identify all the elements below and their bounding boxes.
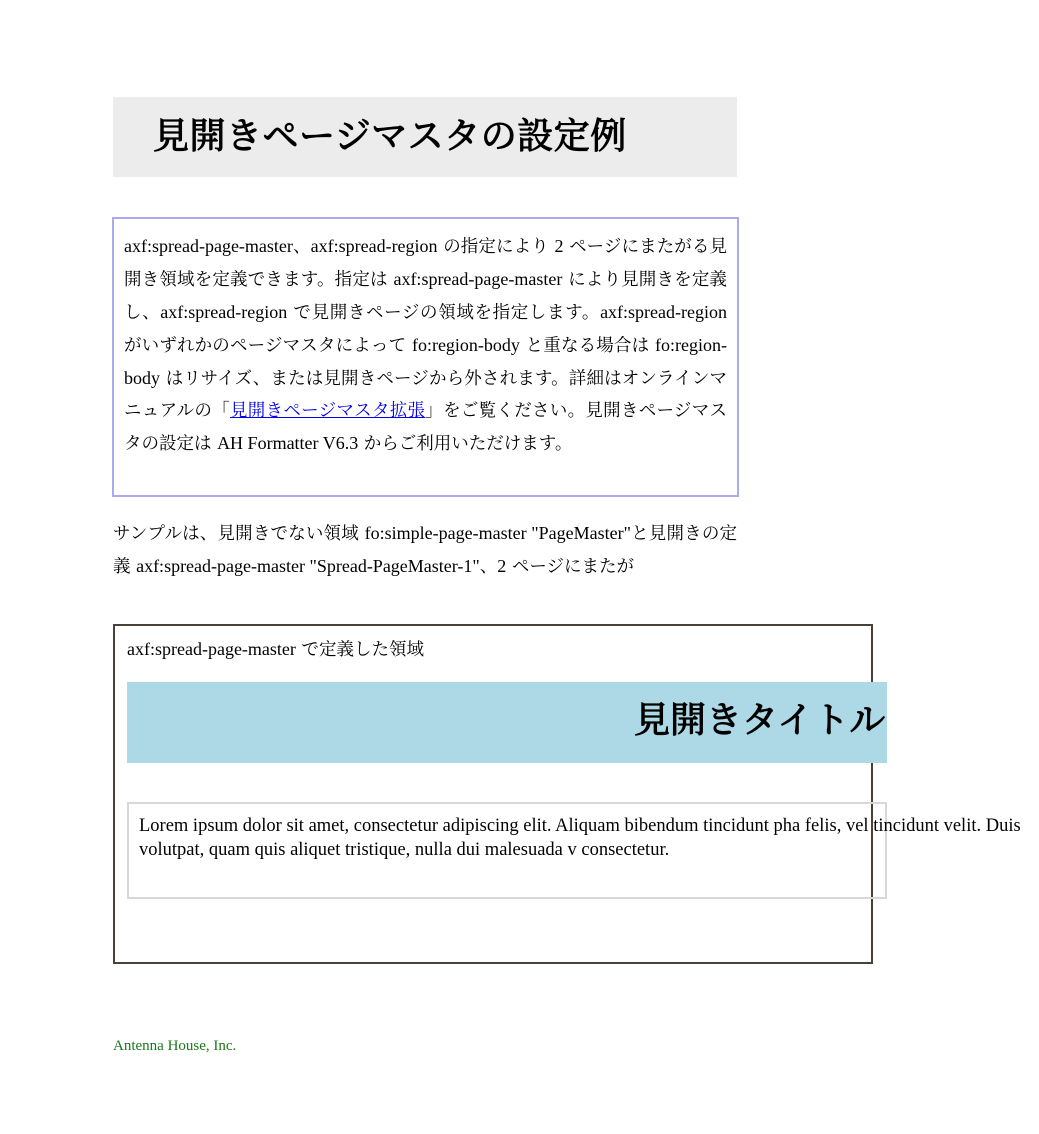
description-text bbox=[124, 230, 727, 460]
sample-seg: axf:spread-page-master "Spread-PageMaster-1" bbox=[136, 556, 480, 576]
desc-seg: 、 bbox=[292, 237, 311, 257]
desc-seg: はリサイズ、または見開きページから外されます。詳細はオンラインマニュアルの「 bbox=[124, 369, 727, 421]
desc-seg: と重なる場合は bbox=[519, 336, 656, 356]
sample-paragraph bbox=[113, 517, 737, 583]
spread-caption-rest: で定義した領域 bbox=[295, 640, 424, 660]
desc-seg: がいずれかのページマスタによって bbox=[124, 336, 412, 356]
footer-company: Antenna House, Inc. bbox=[113, 1038, 237, 1054]
sample-seg: fo:simple-page-master "PageMaster" bbox=[364, 523, 631, 543]
desc-seg: axf:spread-page-master bbox=[124, 236, 293, 256]
description-box bbox=[112, 217, 739, 497]
lorem-box bbox=[127, 802, 1021, 899]
desc-seg: axf:spread-region bbox=[310, 236, 438, 256]
desc-seg: axf:spread-region bbox=[600, 302, 728, 322]
spread-caption bbox=[127, 635, 424, 664]
desc-seg: ページにまたがる見開き領域を定義できます。指定は bbox=[124, 237, 727, 290]
manual-link[interactable]: 見開きページマスタ拡張 bbox=[230, 401, 426, 421]
spread-caption-latin: axf:spread-page-master bbox=[127, 639, 296, 659]
page-title: 見開きページマスタの設定例 bbox=[153, 116, 627, 157]
sample-seg: と見開きの定義 bbox=[113, 524, 737, 577]
desc-seg: 」をご覧ください。見開きページマスタの設定は bbox=[124, 401, 727, 454]
desc-seg: 2 bbox=[554, 236, 564, 256]
desc-seg: axf:spread-page-master bbox=[393, 269, 563, 289]
spread-title-band bbox=[127, 682, 887, 763]
desc-seg: により見開きを定義し、 bbox=[124, 270, 728, 323]
page-title-box bbox=[113, 97, 737, 177]
desc-seg: からご利用いただけます。 bbox=[358, 434, 573, 454]
spread-title: 見開きタイトル bbox=[634, 700, 886, 741]
lorem-text: Lorem ipsum dolor sit amet, consectetur adipiscing elit. Aliquam bibendum tincidunt pha felis, vel tincidunt velit. Duis volutpat, quam quis aliquet tristique, nulla dui malesuada v consectetur. bbox=[139, 816, 1021, 860]
desc-seg: で見開きページの領域を指定します。 bbox=[287, 303, 601, 323]
desc-seg: fo:region-body bbox=[411, 335, 520, 355]
desc-seg: fo:region-body bbox=[124, 335, 727, 388]
sample-seg: サンプルは、見開きでない領域 bbox=[113, 524, 365, 544]
spread-region-box bbox=[113, 624, 1021, 964]
desc-seg: の指定により bbox=[437, 237, 555, 257]
sample-seg: ページにまたが bbox=[506, 557, 634, 577]
sample-seg: 、 bbox=[479, 557, 498, 577]
desc-seg: AH Formatter V6.3 bbox=[217, 433, 359, 453]
desc-seg: axf:spread-region bbox=[160, 302, 288, 322]
sample-seg: 2 bbox=[497, 556, 507, 576]
